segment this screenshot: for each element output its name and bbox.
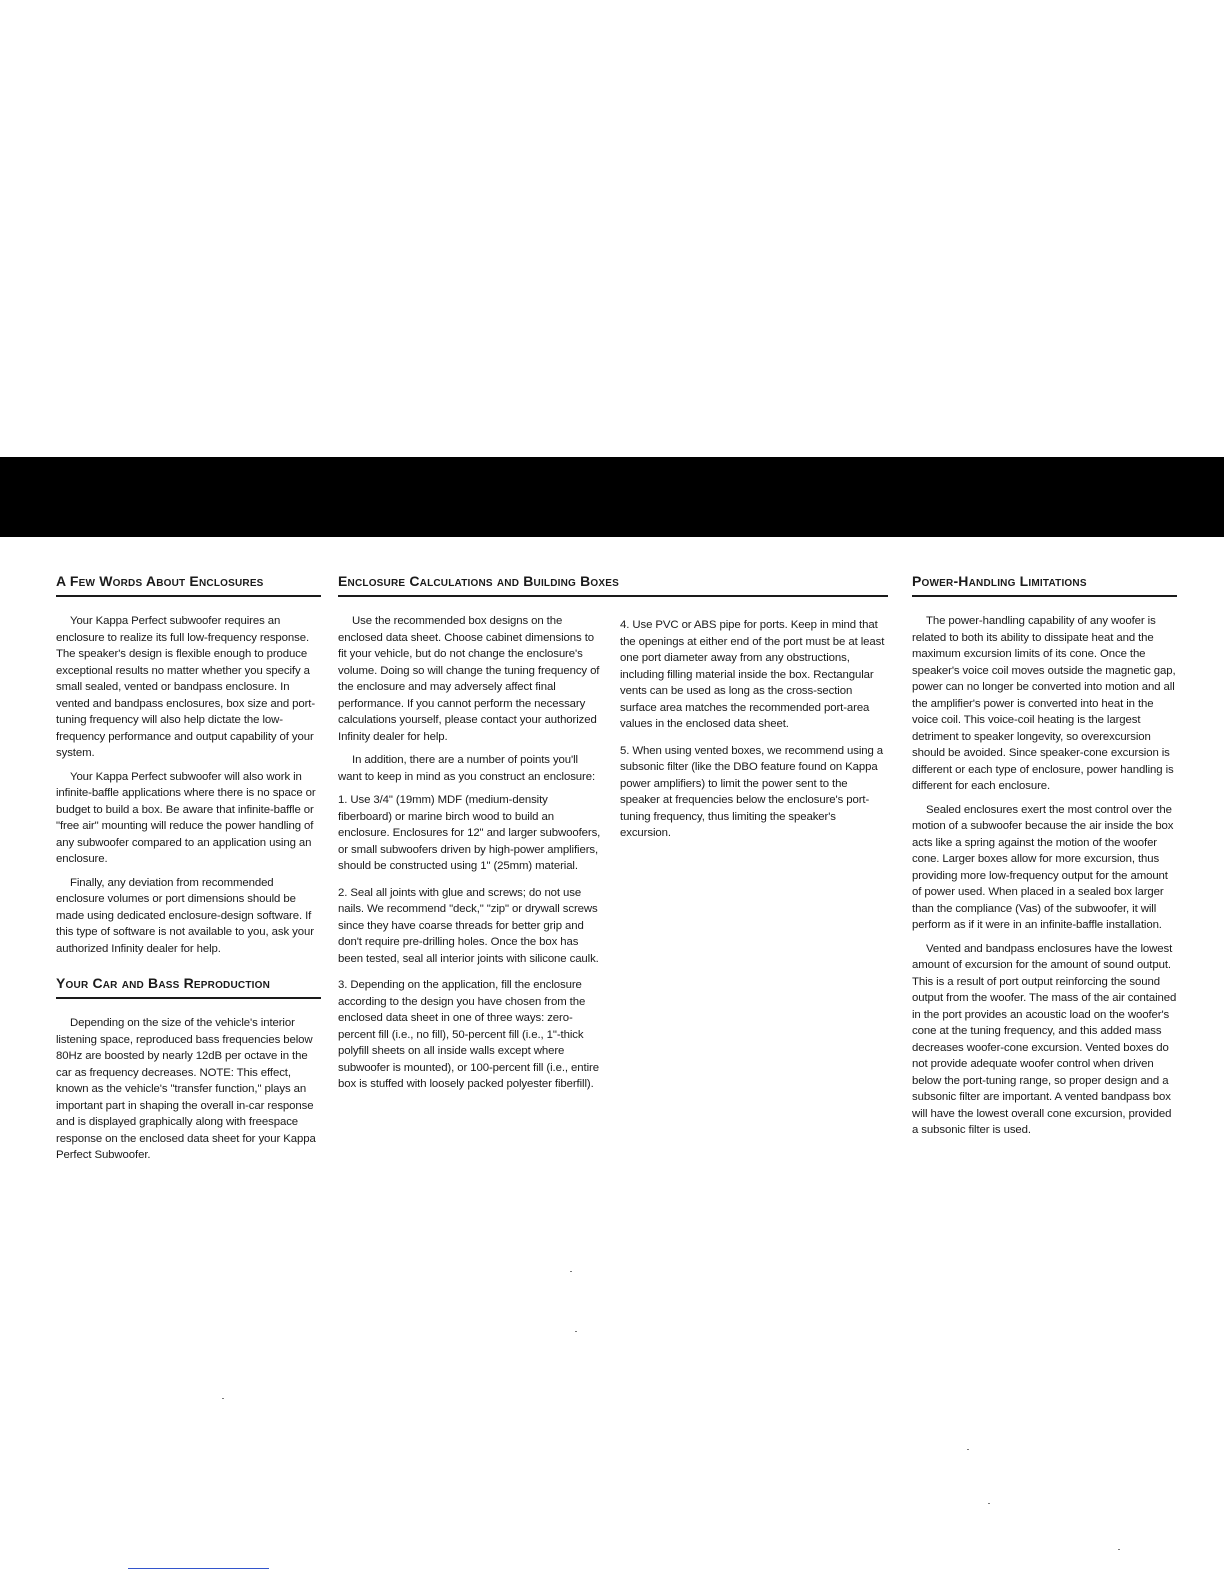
heading-power-handling: Power-Handling Limitations	[912, 573, 1177, 597]
enclosures-paragraph-1: Your Kappa Perfect subwoofer requires an enclosure to realize its full low-frequency response. The speaker's design is flexible enough to produce exceptional results no matter whether you specify a small sealed, vented or bandpass enclosure. In vented and bandpass enclosures, box size and port-tuning frequency will also help dictate the low-frequency performance and output capability of your system.	[56, 615, 316, 759]
enclosures-paragraph-2: Your Kappa Perfect subwoofer will also work in infinite-baffle applications where there is no space or budget to build a box. Be aware that infinite-baffle or "free air" mounting will reduce the power handling of any subwoofer compared to an application using an enclosure.	[56, 770, 316, 865]
heading-calculations: Enclosure Calculations and Building Boxes	[338, 573, 888, 597]
column-right	[912, 573, 1177, 1146]
calculations-paragraph-2: In addition, there are a number of points you'll want to keep in mind as you construct an enclosure:	[338, 754, 596, 783]
scan-speck	[1118, 1549, 1120, 1550]
calculations-paragraph-1: Use the recommended box designs on the enclosed data sheet. Choose cabinet dimensions to fit your vehicle, but do not change the enclosure's volume. Doing so will change the tuning frequency of the enclosure and may adversely affect final performance. If you cannot perform the necessary calculations yourself, please contact your authorized Infinity dealer for help.	[338, 615, 600, 743]
calculations-item-2: 2. Seal all joints with glue and screws; do not use nails. We recommend "deck," "zip" or drywall screws since they have coarse threads for better grip and don't require pre-drilling holes. Once the box has been tested, seal all interior joints with silicone caulk.	[338, 886, 599, 965]
heading-car-bass: Your Car and Bass Reproduction	[56, 975, 321, 999]
power-paragraph-1: The power-handling capability of any woofer is related to both its ability to dissipate heat and the maximum excursion limits of its cone. Once the speaker's voice coil moves outside the magnetic gap, power can no longer be converted into motion and all the amplifier's power is converted into heat in the voice coil. This voice-coil heating is the largest detriment to speaker longevity, so overexcursion should be avoided. Since speaker-cone excursion is different or each type of enclosure, power handling is different for each enclosure.	[912, 615, 1176, 792]
column-center-left	[338, 573, 620, 1103]
column-left	[56, 573, 321, 1171]
bottom-rule	[128, 1568, 269, 1569]
enclosures-paragraph-3: Finally, any deviation from recommended enclosure volumes or port dimensions should be made using dedicated enclosure-design software. If this type of software is not available to you, ask your authorized Infinity dealer for help.	[56, 876, 314, 955]
power-paragraph-3: Vented and bandpass enclosures have the lowest amount of excursion for the amount of sound output. This is a result of port output reinforcing the sound output from the woofer. The mass of the air contained in the port provides an acoustic load on the woofer's cone at the tuning frequency, and this added mass decreases woofer-cone excursion. Vented boxes do not provide adequate woofer control when driven below the port-tuning range, so proper design and a subsonic filter are important. A vented bandpass box will have the lowest overall cone excursion, provided a subsonic filter is used.	[912, 942, 1177, 1136]
calculations-item-1: 1. Use 3/4" (19mm) MDF (medium-density fiberboard) or marine birch wood to build an enclosure. Enclosures for 12" and larger subwoofers, or small subwoofers driven by high-power amplifiers, should be constructed using 1" (25mm) material.	[338, 794, 601, 872]
heading-enclosures: A Few Words About Enclosures	[56, 573, 321, 597]
calculations-item-4: 4. Use PVC or ABS pipe for ports. Keep in mind that the openings at either end of the port must be at least one port diameter away from any obstructions, including filling material inside the box. Rectangular vents can be used as long as the cross-section surface area matches the recommended port-area values in the enclosed data sheet.	[620, 619, 885, 730]
car-bass-paragraph-1: Depending on the size of the vehicle's interior listening space, reproduced bass frequencies below 80Hz are boosted by nearly 12dB per octave in the car as frequency decreases. NOTE: This effect, known as the vehicle's "transfer function," plays an important part in shaping the overall in-car response and is displayed graphically along with freespace response on the enclosed data sheet for your Kappa Perfect Subwoofer.	[56, 1017, 316, 1161]
scan-speck	[988, 1503, 990, 1504]
scan-speck	[222, 1398, 224, 1399]
enclosures-body	[56, 613, 321, 957]
scan-speck	[575, 1331, 577, 1332]
black-header-band	[0, 457, 1224, 537]
scan-speck	[570, 1271, 572, 1272]
calculations-body	[338, 613, 603, 1093]
scan-speck	[967, 1449, 969, 1450]
car-bass-body	[56, 1015, 321, 1164]
column-center-right	[620, 617, 885, 852]
power-paragraph-2: Sealed enclosures exert the most control over the motion of a subwoofer because the air inside the box acts like a spring against the motion of the woofer cone. Larger boxes allow for more excursion, thus providing more low-frequency output for the amount of power used. When placed in a sealed box larger than the compliance (Vas) of the subwoofer, it will perform as if it were in an infinite-baffle installation.	[912, 803, 1174, 931]
calculations-item-3: 3. Depending on the application, fill the enclosure according to the design you have chosen from the enclosed data sheet in one of three ways: zero-percent fill (i.e., no fill), 50-percent fill (i.e., 1"-thick polyfill sheets on all inside walls except where subwoofer is mounted), or 100-percent fill (i.e., entire box is stuffed with loosely packed polyester fiberfill).	[338, 979, 599, 1090]
power-body	[912, 613, 1177, 1139]
calculations-item-5: 5. When using vented boxes, we recommend using a subsonic filter (like the DBO feature found on Kappa power amplifiers) to limit the power sent to the speaker at frequencies below the enclosure's port-tuning frequency, thus limiting the speaker's excursion.	[620, 744, 884, 839]
